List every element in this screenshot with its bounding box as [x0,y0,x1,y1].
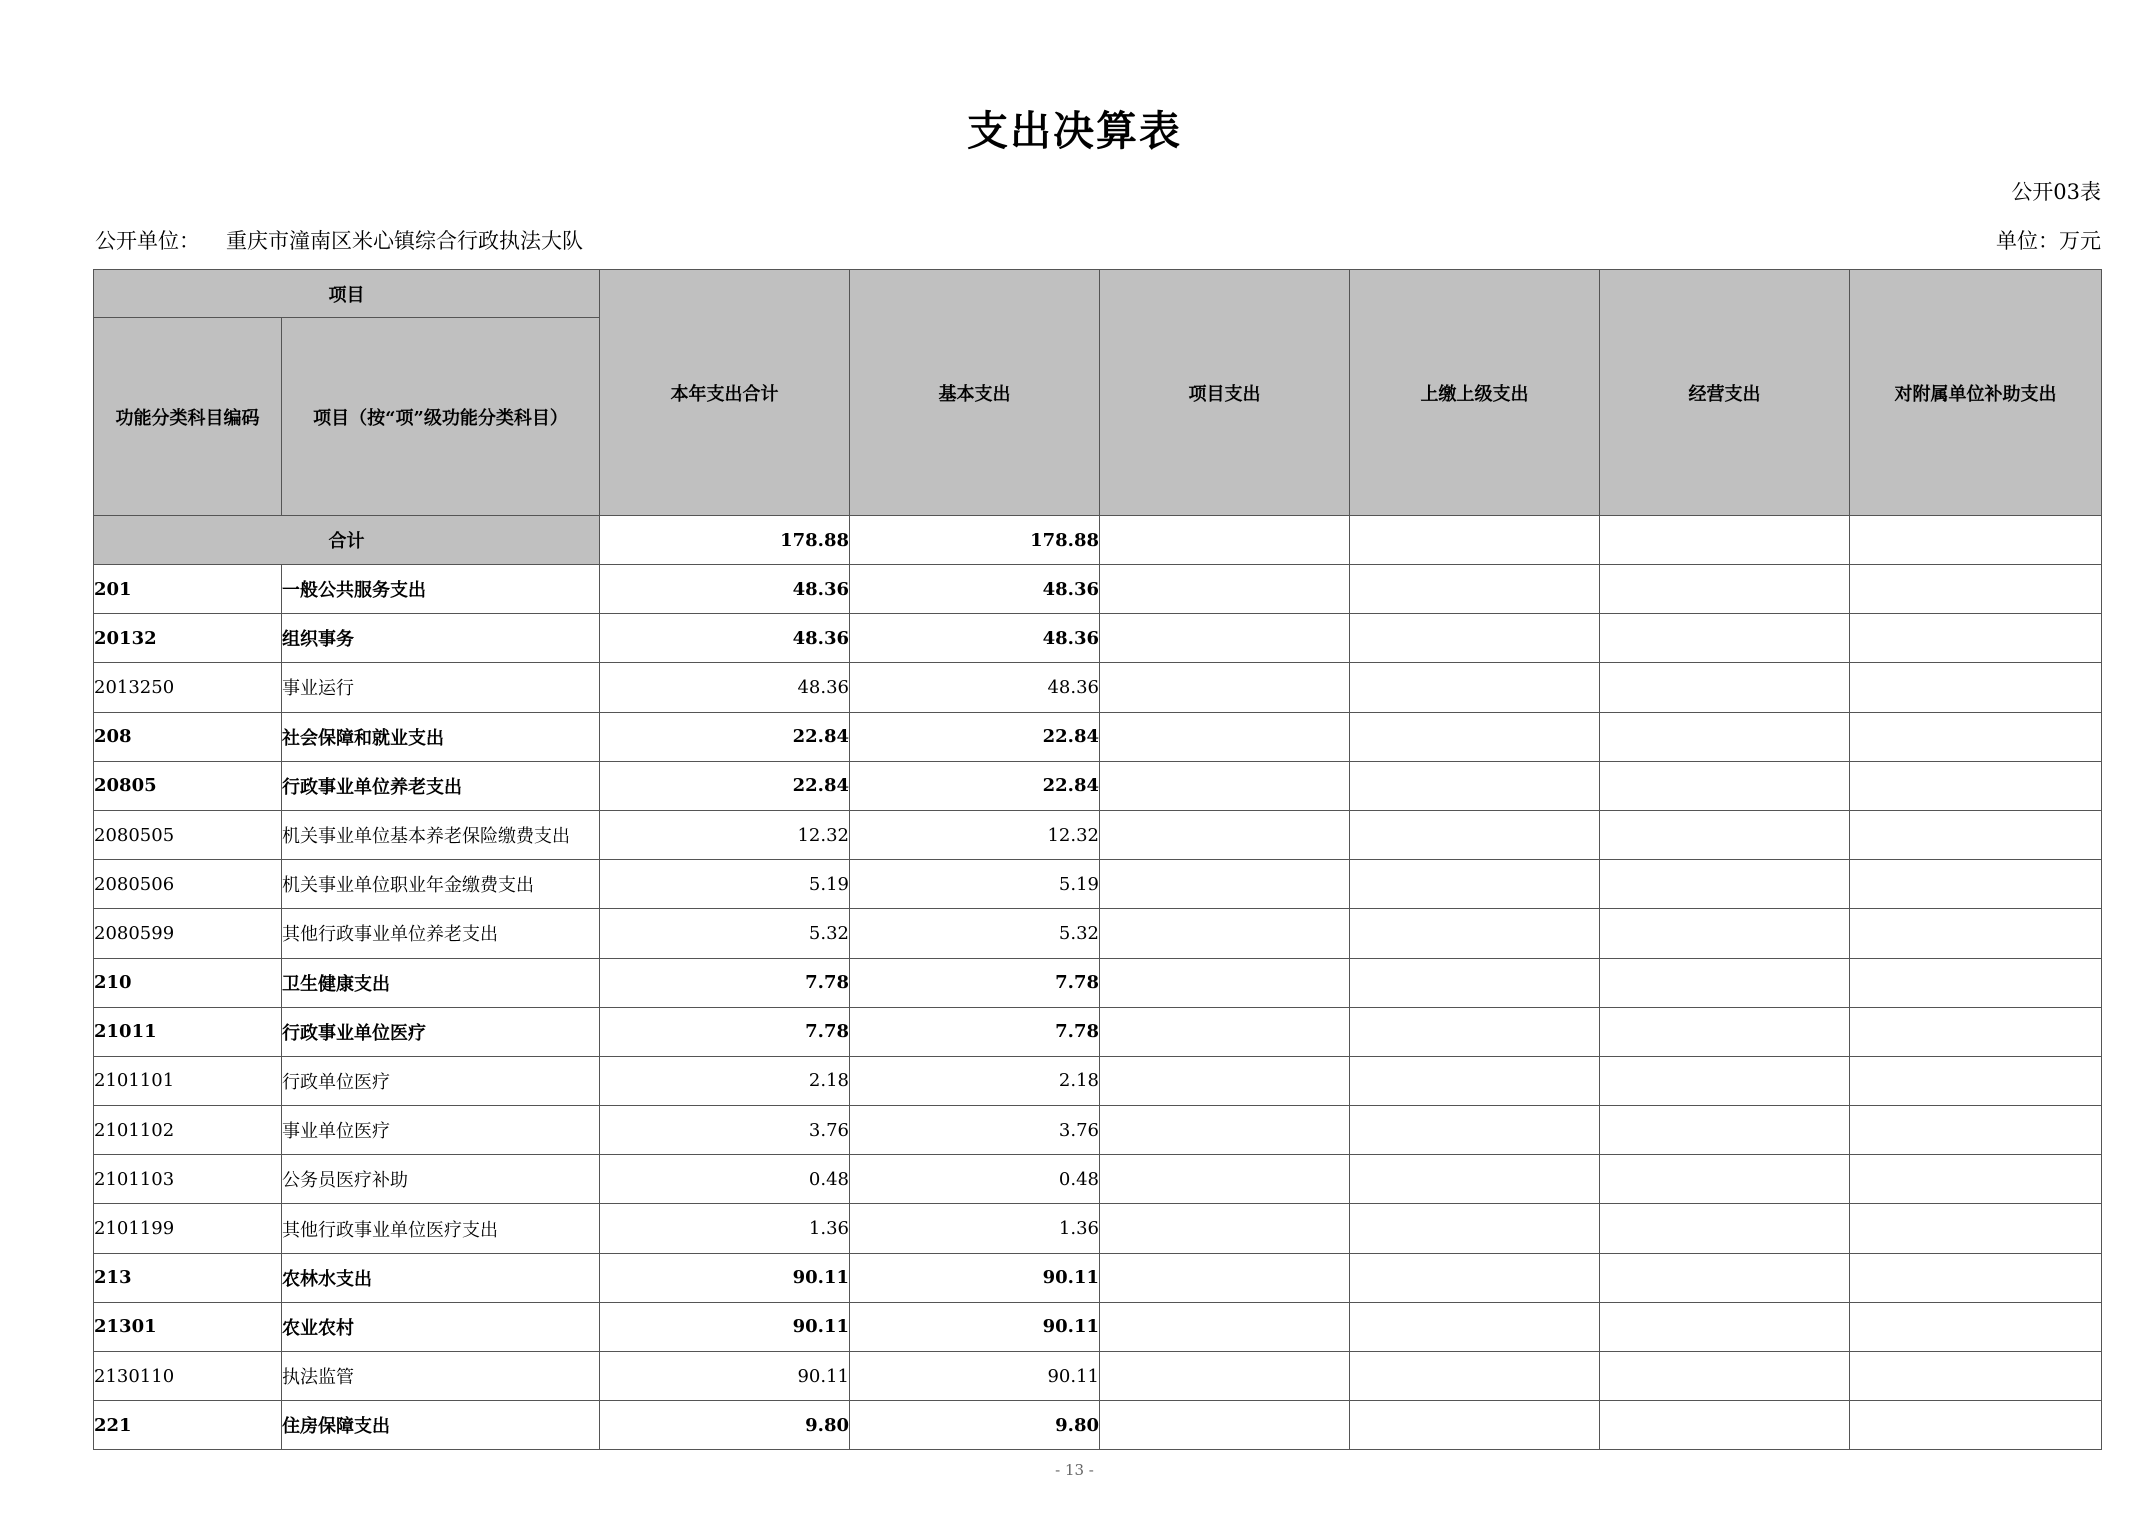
cell-business [1600,1401,1850,1450]
table-row [94,958,2102,1007]
header-basic: 基本支出 [850,270,1100,516]
cell-subsidy [1850,712,2102,761]
cell-subsidy [1850,860,2102,909]
cell-code: 21011 [94,1007,282,1056]
cell-name: 组织事务 [282,614,600,663]
cell-remit [1350,1155,1600,1204]
cell-name: 机关事业单位基本养老保险缴费支出 [282,810,600,859]
cell-subsidy [1850,1007,2102,1056]
cell-name: 机关事业单位职业年金缴费支出 [282,860,600,909]
cell-project [1100,1302,1350,1351]
cell-project [1100,1253,1350,1302]
cell-total: 7.78 [600,958,850,1007]
cell-code: 213 [94,1253,282,1302]
cell-total: 90.11 [600,1302,850,1351]
cell-code: 2013250 [94,663,282,712]
table-row [94,1155,2102,1204]
cell-basic: 48.36 [850,614,1100,663]
form-number: 公开03表 [2011,180,2101,204]
cell-code: 2101103 [94,1155,282,1204]
cell-business [1600,810,1850,859]
cell-remit [1350,712,1600,761]
cell-project [1100,614,1350,663]
cell-name: 行政单位医疗 [282,1056,600,1105]
cell-code: 2130110 [94,1352,282,1401]
total-row [94,516,2102,565]
cell-remit [1350,1106,1600,1155]
table-row [94,1302,2102,1351]
cell-basic: 5.32 [850,909,1100,958]
cell-code: 201 [94,565,282,614]
cell-name: 事业运行 [282,663,600,712]
cell-business [1600,1253,1850,1302]
cell-business [1600,761,1850,810]
reporting-unit [95,225,583,255]
cell-project [1100,909,1350,958]
cell-subsidy [1850,614,2102,663]
cell-subsidy [1850,1106,2102,1155]
total-subsidy [1850,516,2102,565]
table-row [94,1352,2102,1401]
cell-name: 行政事业单位医疗 [282,1007,600,1056]
cell-basic: 0.48 [850,1155,1100,1204]
cell-total: 1.36 [600,1204,850,1253]
cell-project [1100,958,1350,1007]
reporting-unit-name: 重庆市潼南区米心镇综合行政执法大队 [226,229,583,253]
table-row [94,810,2102,859]
header-subsidy: 对附属单位补助支出 [1850,270,2102,516]
table-row [94,1204,2102,1253]
cell-business [1600,663,1850,712]
cell-total: 5.32 [600,909,850,958]
cell-name: 一般公共服务支出 [282,565,600,614]
header-remit: 上缴上级支出 [1350,270,1600,516]
cell-business [1600,1302,1850,1351]
cell-name: 事业单位医疗 [282,1106,600,1155]
cell-basic: 90.11 [850,1352,1100,1401]
cell-project [1100,810,1350,859]
reporting-unit-label: 公开单位： [95,229,200,253]
cell-business [1600,1056,1850,1105]
cell-name: 执法监管 [282,1352,600,1401]
cell-project [1100,761,1350,810]
cell-remit [1350,1253,1600,1302]
cell-subsidy [1850,909,2102,958]
cell-remit [1350,909,1600,958]
cell-subsidy [1850,1302,2102,1351]
cell-total: 12.32 [600,810,850,859]
total-project [1100,516,1350,565]
total-remit [1350,516,1600,565]
cell-basic: 7.78 [850,958,1100,1007]
cell-subsidy [1850,958,2102,1007]
cell-name: 公务员医疗补助 [282,1155,600,1204]
cell-project [1100,565,1350,614]
table-row [94,712,2102,761]
cell-business [1600,1106,1850,1155]
cell-business [1600,958,1850,1007]
cell-project [1100,1401,1350,1450]
cell-total: 2.18 [600,1056,850,1105]
cell-business [1600,565,1850,614]
cell-subsidy [1850,1204,2102,1253]
cell-subsidy [1850,1401,2102,1450]
cell-project [1100,1056,1350,1105]
cell-remit [1350,1352,1600,1401]
cell-remit [1350,1204,1600,1253]
page-title: 支出决算表 [967,107,1182,155]
table-row [94,565,2102,614]
header-project: 项目支出 [1100,270,1350,516]
cell-business [1600,909,1850,958]
table-row [94,761,2102,810]
cell-total: 90.11 [600,1253,850,1302]
cell-total: 48.36 [600,614,850,663]
cell-remit [1350,958,1600,1007]
cell-business [1600,1155,1850,1204]
cell-basic: 1.36 [850,1204,1100,1253]
cell-code: 21301 [94,1302,282,1351]
cell-name: 住房保障支出 [282,1401,600,1450]
cell-name: 社会保障和就业支出 [282,712,600,761]
cell-subsidy [1850,810,2102,859]
total-label: 合计 [94,516,600,565]
cell-project [1100,1204,1350,1253]
cell-total: 90.11 [600,1352,850,1401]
cell-business [1600,860,1850,909]
table-row [94,1401,2102,1450]
cell-subsidy [1850,1352,2102,1401]
cell-basic: 22.84 [850,761,1100,810]
cell-code: 208 [94,712,282,761]
cell-business [1600,1352,1850,1401]
cell-remit [1350,810,1600,859]
cell-subsidy [1850,1155,2102,1204]
cell-total: 48.36 [600,565,850,614]
cell-code: 2080599 [94,909,282,958]
cell-remit [1350,1302,1600,1351]
cell-subsidy [1850,1253,2102,1302]
cell-basic: 5.19 [850,860,1100,909]
cell-basic: 90.11 [850,1302,1100,1351]
currency-unit: 单位：万元 [1996,229,2101,253]
cell-business [1600,614,1850,663]
cell-code: 2080506 [94,860,282,909]
cell-basic: 9.80 [850,1401,1100,1450]
cell-total: 22.84 [600,712,850,761]
table-row [94,1056,2102,1105]
cell-remit [1350,1056,1600,1105]
cell-project [1100,860,1350,909]
header-code: 功能分类科目编码 [94,318,282,516]
cell-basic: 48.36 [850,565,1100,614]
cell-name: 其他行政事业单位养老支出 [282,909,600,958]
cell-project [1100,1106,1350,1155]
cell-project [1100,1352,1350,1401]
cell-remit [1350,860,1600,909]
cell-total: 48.36 [600,663,850,712]
cell-subsidy [1850,663,2102,712]
cell-remit [1350,663,1600,712]
expenditure-table [93,269,2102,1450]
cell-project [1100,663,1350,712]
cell-remit [1350,1007,1600,1056]
table-row [94,860,2102,909]
cell-code: 2101102 [94,1106,282,1155]
cell-total: 3.76 [600,1106,850,1155]
cell-basic: 2.18 [850,1056,1100,1105]
cell-total: 22.84 [600,761,850,810]
table-row [94,1253,2102,1302]
cell-business [1600,712,1850,761]
cell-name: 行政事业单位养老支出 [282,761,600,810]
cell-total: 9.80 [600,1401,850,1450]
cell-code: 210 [94,958,282,1007]
page-number: - 13 - [1055,1461,1094,1479]
cell-basic: 90.11 [850,1253,1100,1302]
cell-basic: 3.76 [850,1106,1100,1155]
cell-remit [1350,1401,1600,1450]
cell-total: 7.78 [600,1007,850,1056]
cell-remit [1350,565,1600,614]
table-row [94,663,2102,712]
cell-subsidy [1850,1056,2102,1105]
total-basic: 178.88 [850,516,1100,565]
cell-code: 221 [94,1401,282,1450]
cell-code: 20805 [94,761,282,810]
cell-code: 2101199 [94,1204,282,1253]
cell-name: 农业农村 [282,1302,600,1351]
table-row [94,909,2102,958]
cell-basic: 22.84 [850,712,1100,761]
cell-subsidy [1850,761,2102,810]
header-business: 经营支出 [1600,270,1850,516]
cell-code: 2080505 [94,810,282,859]
header-total: 本年支出合计 [600,270,850,516]
header-name: 项目（按“项”级功能分类科目） [282,318,600,516]
cell-project [1100,712,1350,761]
header-project-group: 项目 [94,270,600,318]
table-row [94,1106,2102,1155]
cell-remit [1350,614,1600,663]
total-business [1600,516,1850,565]
cell-code: 20132 [94,614,282,663]
cell-remit [1350,761,1600,810]
cell-project [1100,1007,1350,1056]
cell-name: 农林水支出 [282,1253,600,1302]
table-row [94,614,2102,663]
cell-code: 2101101 [94,1056,282,1105]
cell-project [1100,1155,1350,1204]
cell-subsidy [1850,565,2102,614]
cell-business [1600,1204,1850,1253]
cell-name: 卫生健康支出 [282,958,600,1007]
cell-business [1600,1007,1850,1056]
cell-basic: 7.78 [850,1007,1100,1056]
cell-total: 5.19 [600,860,850,909]
cell-basic: 12.32 [850,810,1100,859]
cell-total: 0.48 [600,1155,850,1204]
table-row [94,1007,2102,1056]
cell-basic: 48.36 [850,663,1100,712]
cell-name: 其他行政事业单位医疗支出 [282,1204,600,1253]
total-amount: 178.88 [600,516,850,565]
